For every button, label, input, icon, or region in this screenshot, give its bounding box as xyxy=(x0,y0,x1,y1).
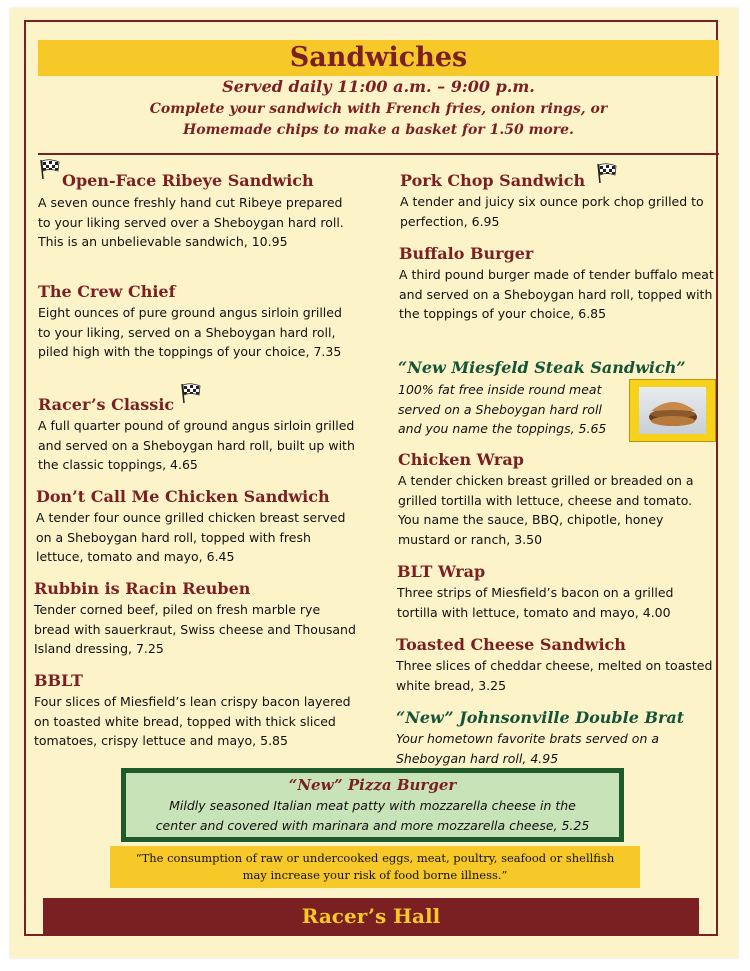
item-name: Rubbin is Racin Reuben xyxy=(34,579,251,598)
feature-line2: center and covered with marinara and more mozzarella cheese, 5.25 xyxy=(155,818,590,833)
item-name: Chicken Wrap xyxy=(398,450,524,469)
sandwich-image xyxy=(639,387,706,434)
item-description: A tender chicken breast grilled or breaded on a grilled tortilla with lettuce, cheese and tomato. You name the sauce, BBQ, chipotle, honey mustard or ranch, 3.50 xyxy=(398,473,694,547)
item-description: Four slices of Miesfield’s lean crispy bacon layered on toasted white bread, topped with thick sliced tomatoes, crispy lettuce and mayo, 5.85 xyxy=(34,694,351,748)
item-description: A tender and juicy six ounce pork chop grilled to perfection, 6.95 xyxy=(400,194,704,229)
menu-item-desc xyxy=(38,193,358,252)
checkered-flag-icon xyxy=(39,159,61,179)
menu-item xyxy=(397,561,715,622)
item-description: Your hometown favorite brats served on a Sheboygan hard roll, 4.95 xyxy=(396,731,659,766)
item-name: Pork Chop Sandwich xyxy=(400,171,586,190)
menu-item xyxy=(36,486,361,567)
menu-item xyxy=(38,394,358,475)
menu-item xyxy=(38,281,358,362)
item-name: BLT Wrap xyxy=(397,562,486,581)
warning-line2: may increase your risk of food borne illness.” xyxy=(242,868,508,882)
item-description: A third pound burger made of tender buffalo meat and served on a Sheboygan hard roll, topped with the toppings of your choice, 6.85 xyxy=(399,267,714,321)
served-hours: Served daily 11:00 a.m. – 9:00 p.m. xyxy=(222,77,535,96)
warning-line1: “The consumption of raw or undercooked eggs, meat, poultry, seafood or shellfish xyxy=(135,851,615,865)
item-description: Tender corned beef, piled on fresh marble rye bread with sauerkraut, Swiss cheese and Thousand Island dressing, 7.25 xyxy=(34,602,356,656)
footer-title: Racer’s Hall xyxy=(43,898,699,934)
feature-title: “New” Pizza Burger xyxy=(288,776,457,794)
menu-item xyxy=(398,357,718,379)
menu-item xyxy=(398,449,716,549)
divider xyxy=(38,153,719,155)
item-description: Eight ounces of pure ground angus sirloin grilled to your liking, served on a Sheboygan hard roll, piled high with the toppings of your choice, 7.35 xyxy=(38,305,342,359)
feature-line1: Mildly seasoned Italian meat patty with mozzarella cheese in the xyxy=(169,798,576,813)
item-name: BBLT xyxy=(34,671,83,690)
menu-item-desc xyxy=(398,380,626,439)
food-safety-warning xyxy=(110,846,640,888)
item-description: Three strips of Miesfield’s bacon on a grilled tortilla with lettuce, tomato and mayo, 4.00 xyxy=(397,585,674,620)
featured-pizza-burger xyxy=(121,768,624,842)
menu-item xyxy=(399,243,717,324)
menu-item xyxy=(396,707,714,768)
item-description: 100% fat free inside round meat served on a Sheboygan hard roll and you name the toppings, 5.65 xyxy=(398,382,607,436)
item-name: Buffalo Burger xyxy=(399,244,534,263)
menu-item xyxy=(396,634,714,695)
menu-item xyxy=(400,170,710,231)
basket-note-line2: Homemade chips to make a basket for 1.50 more. xyxy=(183,122,574,138)
menu-item xyxy=(34,670,359,751)
item-name: “New Miesfeld Steak Sandwich” xyxy=(398,358,686,377)
item-name: Don’t Call Me Chicken Sandwich xyxy=(36,487,330,506)
basket-note xyxy=(38,99,719,141)
section-title: Sandwiches xyxy=(38,40,719,76)
menu-item xyxy=(34,578,359,659)
item-description: A tender four ounce grilled chicken breast served on a Sheboygan hard roll, topped with fresh lettuce, tomato and mayo, 6.45 xyxy=(36,510,346,564)
item-name: Open-Face Ribeye Sandwich xyxy=(62,171,314,190)
item-name: The Crew Chief xyxy=(38,282,176,301)
item-name: Toasted Cheese Sandwich xyxy=(396,635,626,654)
menu-item xyxy=(62,170,362,192)
item-name: “New” Johnsonville Double Brat xyxy=(396,708,685,727)
item-description: Three slices of cheddar cheese, melted on toasted white bread, 3.25 xyxy=(396,658,713,693)
item-description: A seven ounce freshly hand cut Ribeye prepared to your liking served over a Sheboygan hard roll. This is an unbelievable sandwich, 10.95 xyxy=(38,195,344,249)
item-description: A full quarter pound of ground angus sirloin grilled and served on a Sheboygan hard roll, built up with the classic toppings, 4.65 xyxy=(38,418,355,472)
steak-sandwich-photo xyxy=(629,379,716,442)
basket-note-line1: Complete your sandwich with French fries, onion rings, or xyxy=(149,101,608,117)
item-name: Racer’s Classic xyxy=(38,395,175,414)
